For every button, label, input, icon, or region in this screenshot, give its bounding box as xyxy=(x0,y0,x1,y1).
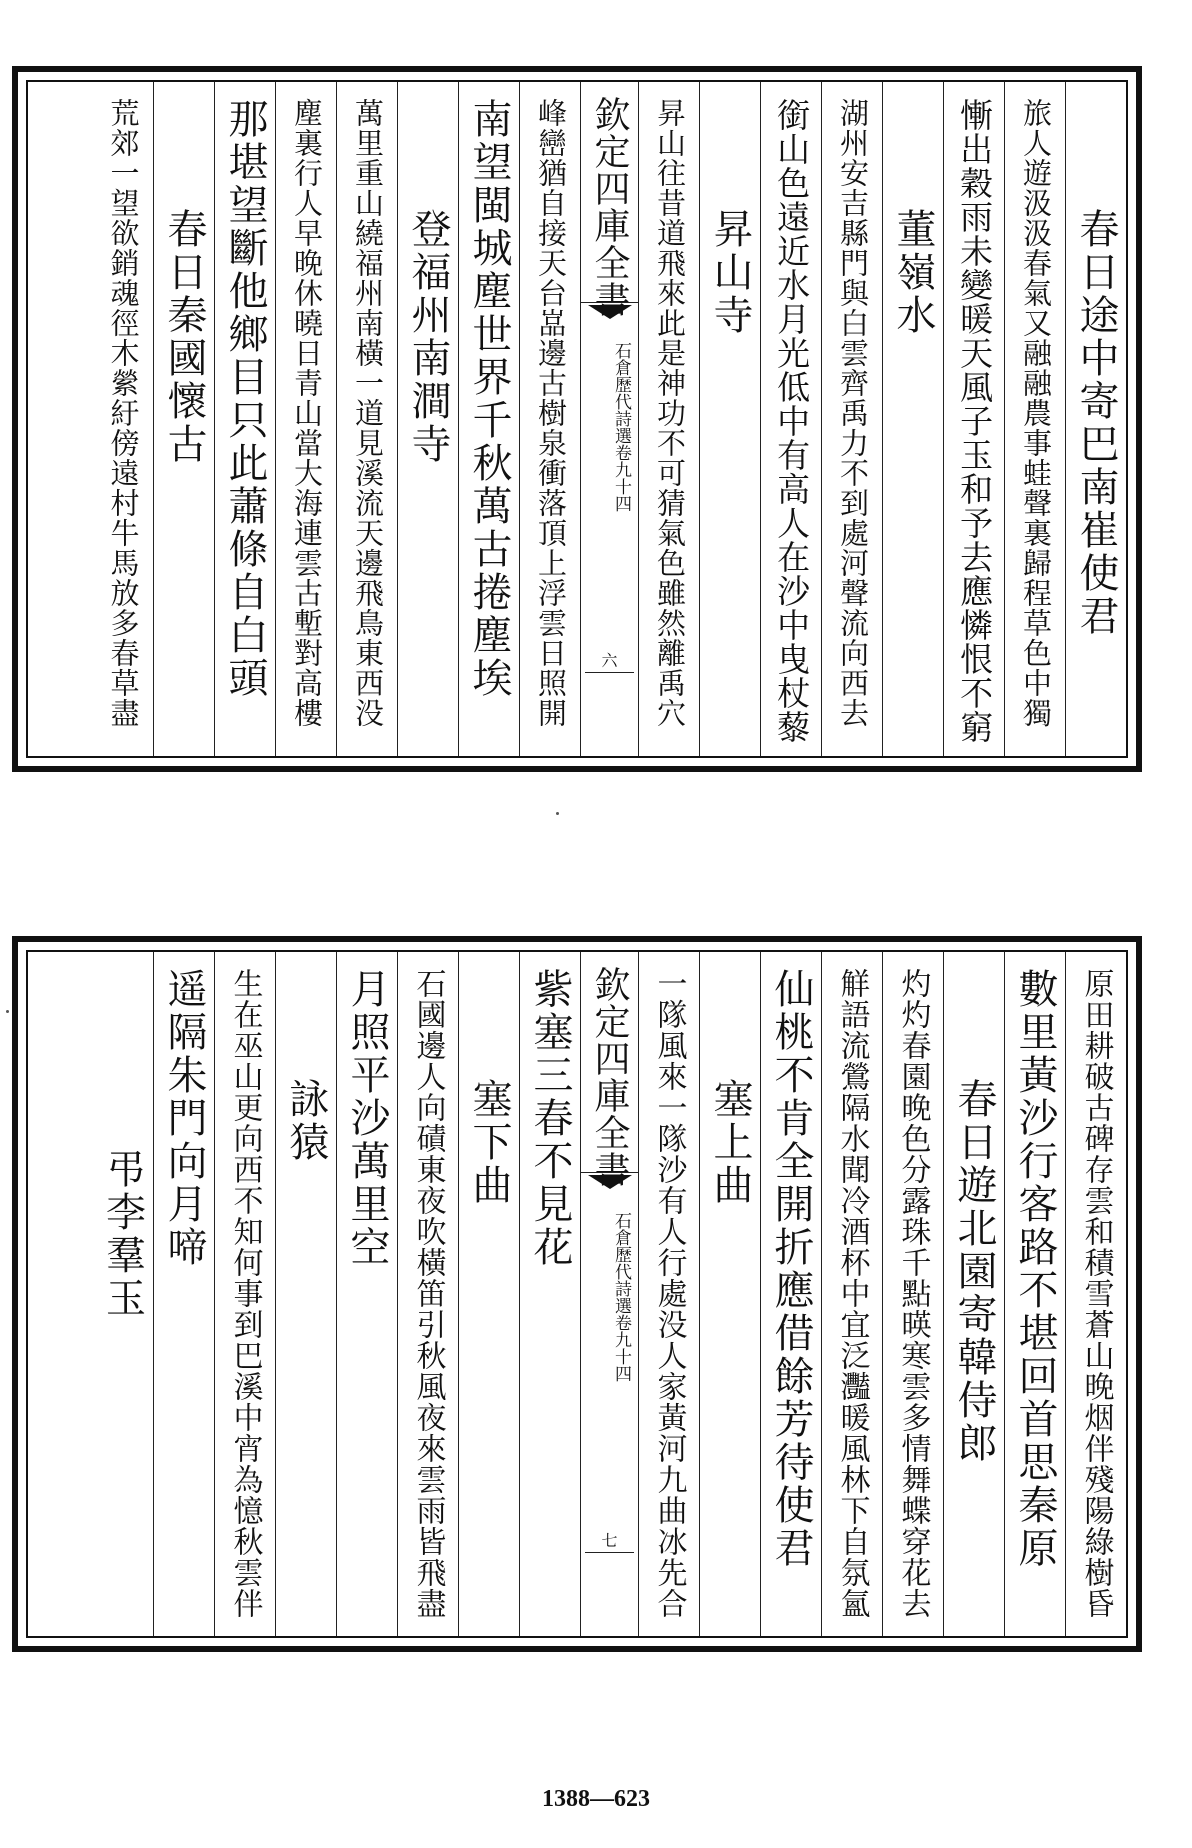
verse-column xyxy=(1004,952,1065,1636)
column-text: 一隊風來一隊沙有人行處没人家黃河九曲冰先合 xyxy=(651,968,687,1619)
poem-title xyxy=(699,82,760,756)
spine-title: 欽定四庫全書 xyxy=(589,96,630,318)
verse-column xyxy=(153,952,214,1636)
verse-column xyxy=(519,952,580,1636)
bottom-page xyxy=(12,936,1142,1652)
verse-column xyxy=(336,82,397,756)
spine-volume: 卷九十四 xyxy=(611,444,631,512)
column-text: 昇山寺 xyxy=(707,208,753,337)
poem-title xyxy=(397,82,458,756)
spine-rule xyxy=(585,672,634,673)
column-text: 旅人遊汲汲春氣又融融農事蛙聲裏歸程草色中獨 xyxy=(1018,98,1053,728)
column-text: 春日途中寄巴南崔使君 xyxy=(1073,208,1119,638)
bottom-page-frame xyxy=(26,950,1128,1638)
column-text: 銜山色遠近水月光低中有高人在沙中曳杖藜 xyxy=(772,98,812,744)
column-text: 原田耕破古碑存雲和積雪蒼山晚烟伴殘陽綠樹昏 xyxy=(1078,968,1114,1619)
page-footer-number: 1388—623 xyxy=(542,1786,650,1812)
spine-subtitle xyxy=(611,342,630,512)
column-text: 觧語流鶯隔水聞冷酒杯中宜泛灩暖風林下自氛氳 xyxy=(834,968,870,1619)
verse-column xyxy=(821,82,882,756)
column-text: 春日秦國懷古 xyxy=(161,208,207,466)
column-text: 紫塞三春不見花 xyxy=(527,968,573,1269)
verse-column xyxy=(760,952,821,1636)
leaf-number: 六 xyxy=(601,651,618,670)
spine-rule xyxy=(585,1552,634,1553)
verse-column xyxy=(92,82,153,756)
verse-column xyxy=(214,82,275,756)
poem-title xyxy=(882,82,943,756)
verse-column xyxy=(821,952,882,1636)
verse-column xyxy=(638,82,699,756)
fish-tail-mark xyxy=(581,1172,638,1191)
top-page xyxy=(12,66,1142,772)
verse-column xyxy=(882,952,943,1636)
verse-column xyxy=(638,952,699,1636)
column-text: 萬里重山繞福州南橫一道見溪流天邊飛鳥東西没 xyxy=(350,98,385,728)
column-text: 董嶺水 xyxy=(890,208,936,337)
column-text: 灼灼春園晚色分露珠千點暎寒雲多情舞蝶穿花去 xyxy=(895,968,931,1619)
verse-column xyxy=(214,952,275,1636)
poem-title xyxy=(458,952,519,1636)
verse-column xyxy=(943,82,1004,756)
column-text: 春日遊北園寄韓侍郎 xyxy=(951,1078,997,1465)
spine-column xyxy=(580,952,638,1636)
column-text: 仙桃不肯全開折應借餘芳待使君 xyxy=(768,968,814,1570)
column-text: 那堪望斷他鄉目只此蕭條自白頭 xyxy=(222,98,268,700)
scan-speck xyxy=(6,1010,9,1013)
column-text: 塵裏行人早晚休曉日青山當大海連雲古塹對高樓 xyxy=(289,98,324,728)
verse-column xyxy=(1004,82,1065,756)
top-page-frame xyxy=(26,80,1128,758)
spine-volume: 卷九十四 xyxy=(611,1314,631,1382)
column-text: 荒郊一望欲銷魂徑木縈紆傍遠村牛馬放多春草盡 xyxy=(106,98,141,728)
fish-tail-mark xyxy=(581,302,638,321)
column-text: 昇山往昔道飛來此是神功不可猜氣色雖然離禹穴 xyxy=(652,98,687,728)
column-text: 數里黃沙行客路不堪回首思秦原 xyxy=(1012,968,1058,1570)
verse-column xyxy=(336,952,397,1636)
column-text: 詠猿 xyxy=(283,1078,329,1164)
spine-book-title: 石倉歷代詩選 xyxy=(611,1212,631,1314)
poem-title xyxy=(275,952,336,1636)
poem-title xyxy=(943,952,1004,1636)
spine-book-title: 石倉歷代詩選 xyxy=(611,342,631,444)
column-text: 生在巫山更向西不知何事到巴溪中宵為憶秋雲伴 xyxy=(227,968,263,1619)
column-text: 塞上曲 xyxy=(707,1078,753,1207)
column-text: 湖州安吉縣門與白雲齊禹力不到處河聲流向西去 xyxy=(835,98,870,728)
column-text: 石國邊人向磧東夜吹橫笛引秋風夜來雲雨皆飛盡 xyxy=(410,968,446,1619)
poem-title xyxy=(699,952,760,1636)
verse-column xyxy=(458,82,519,756)
verse-column xyxy=(275,82,336,756)
verse-column xyxy=(519,82,580,756)
column-text: 遥隔朱門向月啼 xyxy=(161,968,207,1269)
verse-column xyxy=(760,82,821,756)
poem-title xyxy=(153,82,214,756)
column-text: 峰巒猶自接天台嵓邊古樹泉衝落頂上浮雲日照開 xyxy=(533,98,568,728)
column-text: 慚出穀雨未變暖天風子玉和予去應憐恨不窮 xyxy=(955,98,995,744)
verse-column xyxy=(1065,952,1126,1636)
spine-title: 欽定四庫全書 xyxy=(589,966,630,1188)
scan-speck xyxy=(556,812,559,815)
column-text: 塞下曲 xyxy=(466,1078,512,1207)
poem-title xyxy=(92,952,153,1636)
column-text: 登福州南澗寺 xyxy=(405,208,451,466)
spine-subtitle xyxy=(611,1212,630,1382)
poem-title xyxy=(1065,82,1126,756)
column-text: 弔李羣玉 xyxy=(99,1148,146,1320)
column-text: 月照平沙萬里空 xyxy=(344,968,390,1269)
verse-column xyxy=(397,952,458,1636)
spine-column xyxy=(580,82,638,756)
leaf-number: 七 xyxy=(601,1531,618,1550)
column-text: 南望閩城塵世界千秋萬古捲塵埃 xyxy=(466,98,512,700)
